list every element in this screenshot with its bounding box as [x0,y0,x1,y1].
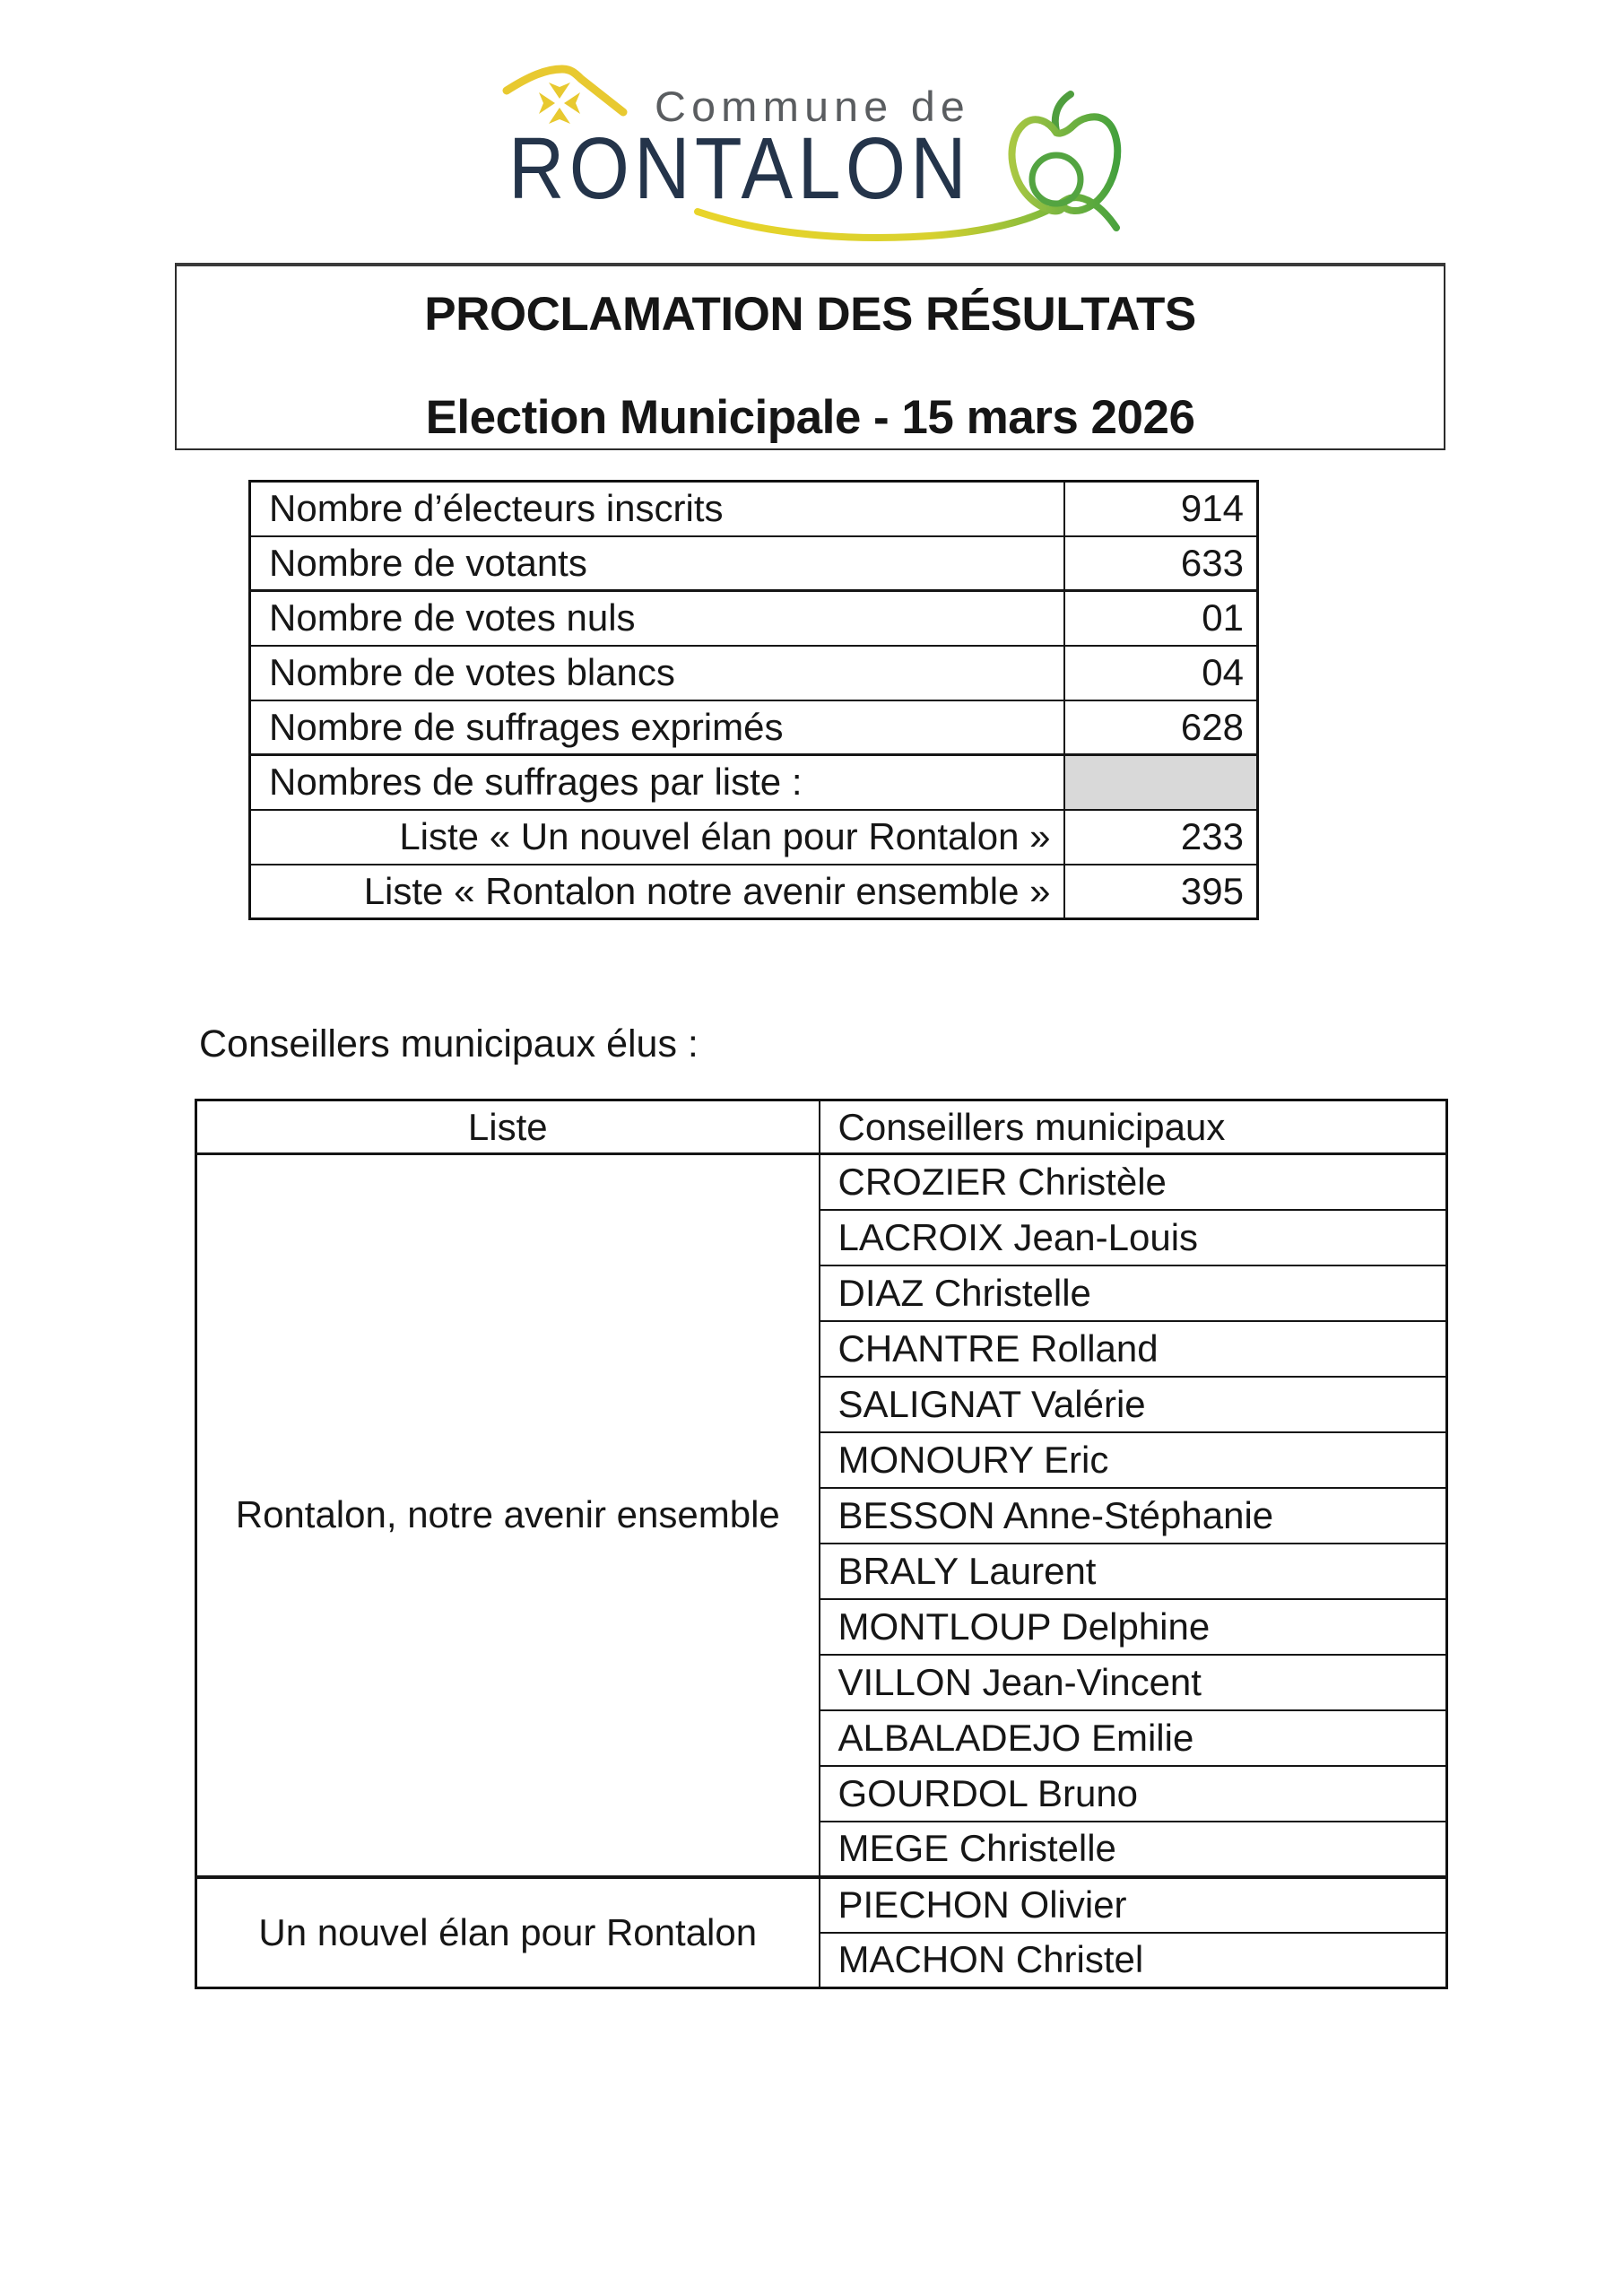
result-value-shaded [1064,755,1258,810]
document-title: PROCLAMATION DES RÉSULTATS [424,288,1196,341]
councillor-name-cell: BESSON Anne-Stéphanie [820,1488,1447,1544]
result-value: 395 [1064,865,1258,919]
results-row [250,755,1258,810]
results-row [250,536,1258,591]
result-value: 628 [1064,700,1258,755]
results-row [250,482,1258,536]
councillor-row [196,1877,1447,1933]
result-value: 233 [1064,810,1258,865]
results-row [250,700,1258,755]
result-label: Nombre de votants [250,536,1064,591]
councillor-name-cell: MACHON Christel [820,1933,1447,1988]
apple-icon [1012,94,1118,211]
councillor-name-cell: LACROIX Jean-Louis [820,1210,1447,1265]
councillor-name-cell: DIAZ Christelle [820,1265,1447,1321]
commune-logo [489,63,1143,256]
result-label: Nombres de suffrages par liste : [250,755,1064,810]
councillor-name-cell: MONOURY Eric [820,1432,1447,1488]
table-header-row [196,1100,1447,1154]
section-heading: Conseillers municipaux élus : [199,1022,699,1065]
result-label: Nombre de suffrages exprimés [250,700,1064,755]
results-row [250,865,1258,919]
result-value: 914 [1064,482,1258,536]
list-name-cell: Rontalon, notre avenir ensemble [196,1154,820,1877]
result-label: Liste « Un nouvel élan pour Rontalon » [250,810,1064,865]
councillor-name-cell: GOURDOL Bruno [820,1766,1447,1822]
result-label: Nombre de votes nuls [250,591,1064,646]
councillors-table [195,1099,1448,1989]
list-name-cell: Un nouvel élan pour Rontalon [196,1877,820,1988]
results-row [250,810,1258,865]
document-subtitle: Election Municipale - 15 mars 2026 [425,391,1195,444]
councillor-name-cell: SALIGNAT Valérie [820,1377,1447,1432]
rontalon-text: RONTALON [508,119,971,217]
councillor-name-cell: CROZIER Christèle [820,1154,1447,1210]
result-label: Liste « Rontalon notre avenir ensemble » [250,865,1064,919]
maltese-cross-icon [539,83,580,124]
commune-de-text: Commune de [655,83,970,130]
result-value: 01 [1064,591,1258,646]
result-value: 04 [1064,646,1258,700]
result-label: Nombre de votes blancs [250,646,1064,700]
results-row [250,646,1258,700]
councillor-name-cell: ALBALADEJO Emilie [820,1710,1447,1766]
title-box [175,263,1445,450]
councillor-row [196,1154,1447,1210]
results-table [248,480,1259,920]
councillor-name-cell: VILLON Jean-Vincent [820,1655,1447,1710]
column-header-conseillers: Conseillers municipaux [820,1100,1447,1154]
column-header-liste: Liste [196,1100,820,1154]
result-label: Nombre d’électeurs inscrits [250,482,1064,536]
councillor-name-cell: PIECHON Olivier [820,1877,1447,1933]
results-row [250,591,1258,646]
councillor-name-cell: CHANTRE Rolland [820,1321,1447,1377]
councillor-name-cell: BRALY Laurent [820,1544,1447,1599]
councillor-name-cell: MONTLOUP Delphine [820,1599,1447,1655]
councillor-name-cell: MEGE Christelle [820,1822,1447,1877]
result-value: 633 [1064,536,1258,591]
